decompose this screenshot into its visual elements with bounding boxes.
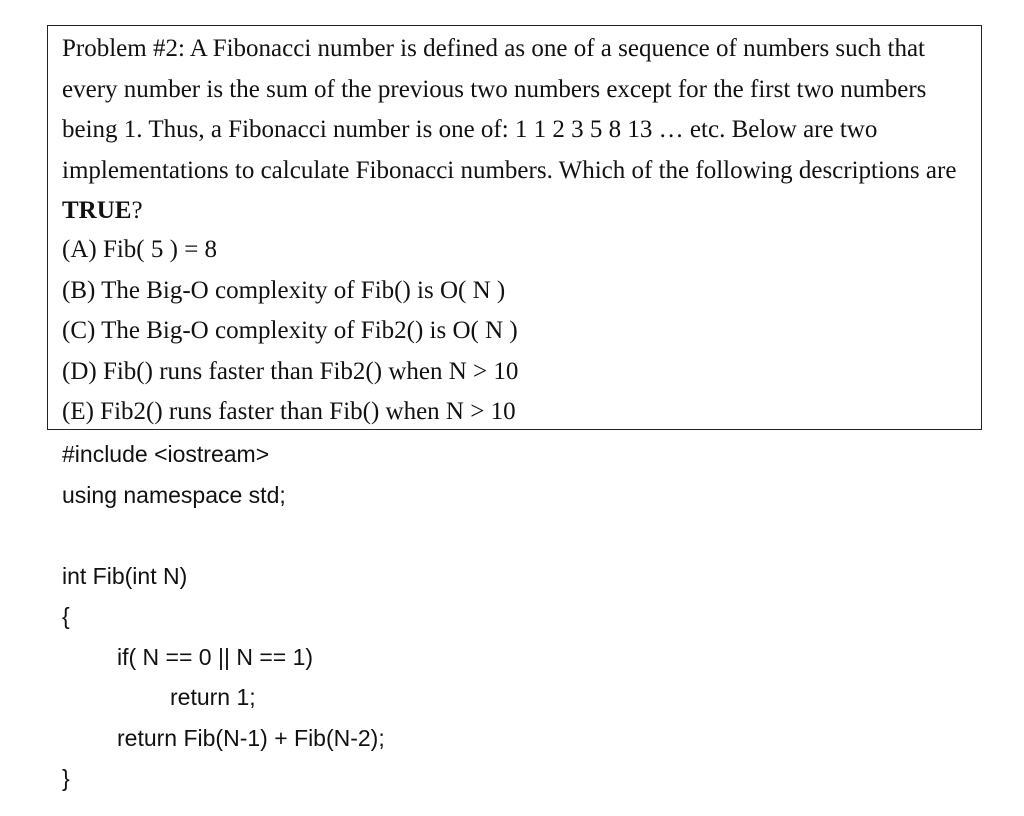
code-using-line: using namespace std; xyxy=(62,481,286,508)
code-return-recursive-line: return Fib(N-1) + Fib(N-2); xyxy=(117,724,385,751)
code-include-line: #include <iostream> xyxy=(62,441,270,467)
code-if-line: if( N == 0 || N == 1) xyxy=(117,643,314,670)
problem-question-mark: ? xyxy=(131,197,143,224)
code-close-brace: } xyxy=(62,765,70,791)
problem-text: Problem #2: A Fibonacci number is defined as one of a sequence of numbers such that every number is the sum of the previous two numbers except for the first two numbers being 1. Thus, a Fibonacci number is one of: 1 1 2 3 5 8 13 … etc. Below are two implementations to calculate Fibonacci numbers. Which of the following descriptions are xyxy=(62,35,957,184)
answer-options xyxy=(62,230,518,433)
option-c: (C) The Big-O complexity of Fib2() is O( N ) xyxy=(62,317,518,344)
option-e: (E) Fib2() runs faster than Fib() when N > 10 xyxy=(62,398,516,425)
code-open-brace: { xyxy=(62,603,70,629)
code-blank-line xyxy=(62,515,385,556)
problem-statement xyxy=(62,29,974,232)
emphasis-true: TRUE xyxy=(62,197,132,224)
code-listing xyxy=(62,434,385,799)
code-signature-line: int Fib(int N) xyxy=(62,562,188,589)
option-b: (B) The Big-O complexity of Fib() is O( N ) xyxy=(62,276,506,304)
option-d: (D) Fib() runs faster than Fib2() when N > 10 xyxy=(62,357,519,385)
code-return-one-line: return 1; xyxy=(170,684,256,710)
option-a: (A) Fib( 5 ) = 8 xyxy=(62,236,218,263)
